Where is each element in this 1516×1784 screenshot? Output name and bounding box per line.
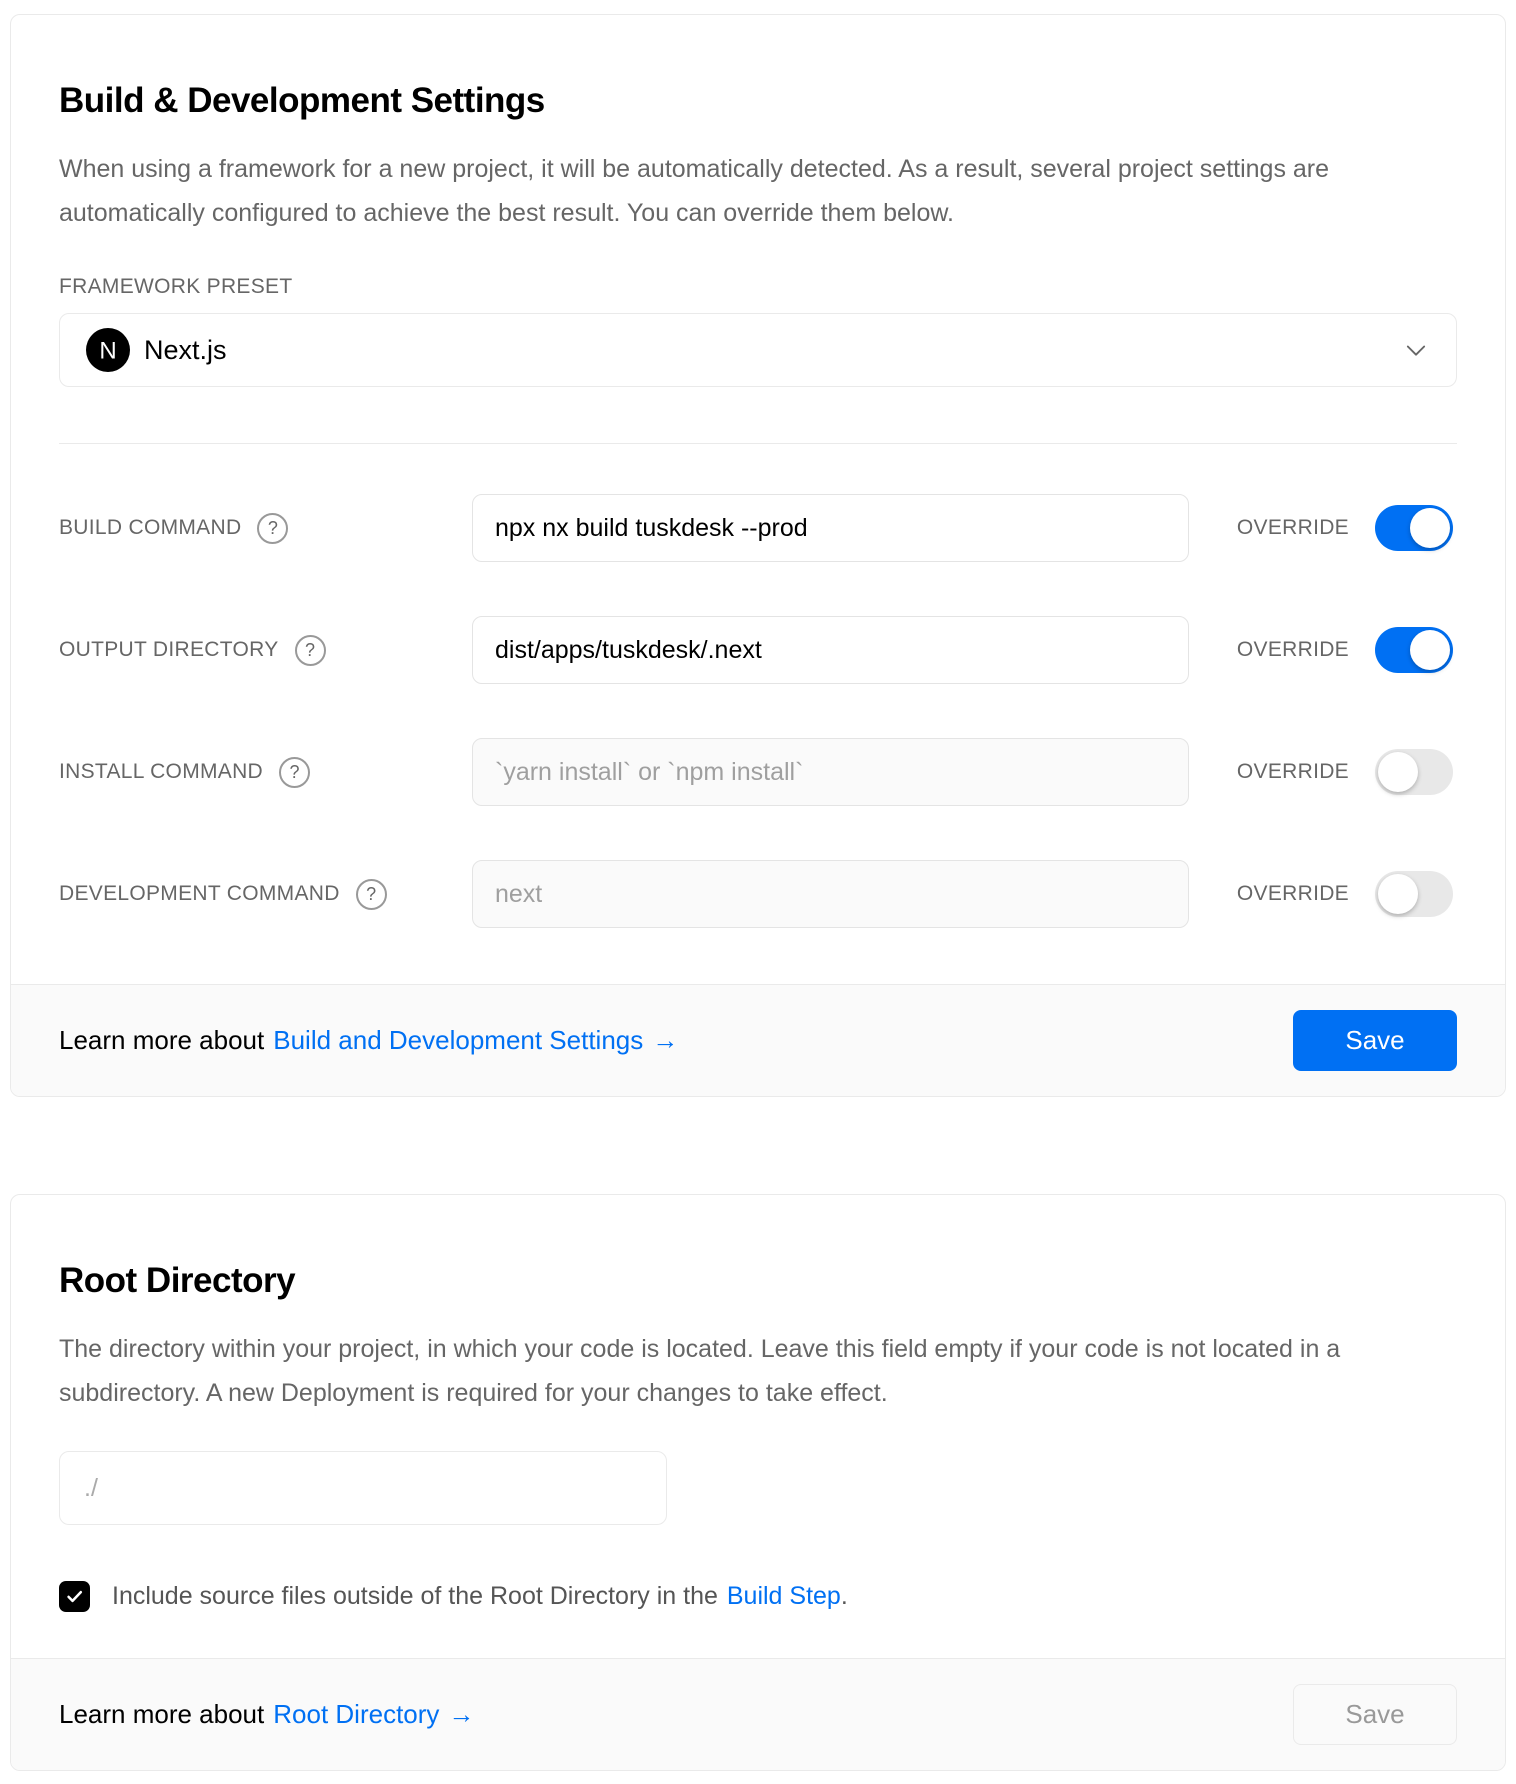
build-settings-save-button[interactable]: Save [1293, 1010, 1457, 1071]
toggle-knob [1378, 752, 1418, 792]
build-command-label: BUILD COMMAND [59, 516, 242, 539]
output-directory-input[interactable] [472, 616, 1189, 684]
override-label: OVERRIDE [1236, 516, 1349, 539]
build-step-link[interactable]: Build Step [726, 1582, 841, 1610]
development-command-row [59, 860, 1457, 928]
build-settings-title: Build & Development Settings [59, 81, 545, 120]
build-settings-description: When using a framework for a new project, it will be automatically detected. As a result, several project settings are automatically configured to achieve the best result. You can override them below. [59, 155, 1330, 227]
override-label: OVERRIDE [1236, 638, 1349, 661]
override-label: OVERRIDE [1236, 760, 1349, 783]
development-command-label: DEVELOPMENT COMMAND [59, 882, 340, 905]
install-command-row [59, 738, 1457, 806]
help-icon[interactable]: ? [295, 635, 326, 666]
build-command-override-toggle[interactable] [1375, 505, 1453, 551]
root-directory-footer [11, 1658, 1505, 1770]
include-source-files-checkbox[interactable] [59, 1581, 90, 1612]
root-directory-learn-more-link[interactable]: Root Directory → [273, 1699, 475, 1729]
root-directory-description: The directory within your project, in which your code is located. Leave this field empty if your code is not located in a subdirectory. A new Deployment is required for your changes to take effect. [59, 1335, 1341, 1407]
toggle-knob [1410, 630, 1450, 670]
output-directory-override-toggle[interactable] [1375, 627, 1453, 673]
build-settings-learn-more-link[interactable]: Build and Development Settings → [273, 1025, 679, 1055]
build-settings-footer-text [59, 1025, 678, 1056]
root-directory-save-button[interactable]: Save [1293, 1684, 1457, 1745]
toggle-knob [1410, 508, 1450, 548]
help-icon[interactable]: ? [356, 879, 387, 910]
install-command-label: INSTALL COMMAND [59, 760, 264, 783]
install-command-input[interactable] [472, 738, 1189, 806]
framework-preset-label: FRAMEWORK PRESET [59, 275, 293, 298]
build-command-row [59, 494, 1457, 562]
root-directory-title: Root Directory [59, 1261, 296, 1300]
install-command-override-toggle[interactable] [1375, 749, 1453, 795]
build-command-input[interactable] [472, 494, 1189, 562]
framework-preset-select[interactable] [59, 313, 1457, 387]
arrow-right-icon: → [448, 1699, 475, 1729]
build-settings-footer [11, 984, 1505, 1096]
development-command-input[interactable] [472, 860, 1189, 928]
root-directory-card [10, 1194, 1506, 1771]
nextjs-logo-icon [86, 328, 130, 372]
build-settings-card [10, 14, 1506, 1097]
learn-more-prefix: Learn more about [59, 1025, 265, 1055]
check-icon [65, 1587, 84, 1606]
root-directory-footer-text [59, 1699, 474, 1730]
arrow-right-icon: → [652, 1025, 679, 1055]
help-icon[interactable]: ? [279, 757, 310, 788]
learn-more-prefix: Learn more about [59, 1699, 265, 1729]
include-source-files-row [59, 1581, 1457, 1612]
output-directory-label: OUTPUT DIRECTORY [59, 638, 279, 661]
override-label: OVERRIDE [1236, 882, 1349, 905]
help-icon[interactable]: ? [257, 513, 288, 544]
toggle-knob [1378, 874, 1418, 914]
include-source-files-label: Include source files outside of the Root Directory in the Build Step. [112, 1582, 848, 1610]
chevron-down-icon [1402, 336, 1430, 364]
svg-text:N: N [99, 337, 117, 365]
development-command-override-toggle[interactable] [1375, 871, 1453, 917]
root-directory-input[interactable] [59, 1451, 667, 1525]
framework-preset-value: Next.js [144, 334, 227, 365]
output-directory-row [59, 616, 1457, 684]
